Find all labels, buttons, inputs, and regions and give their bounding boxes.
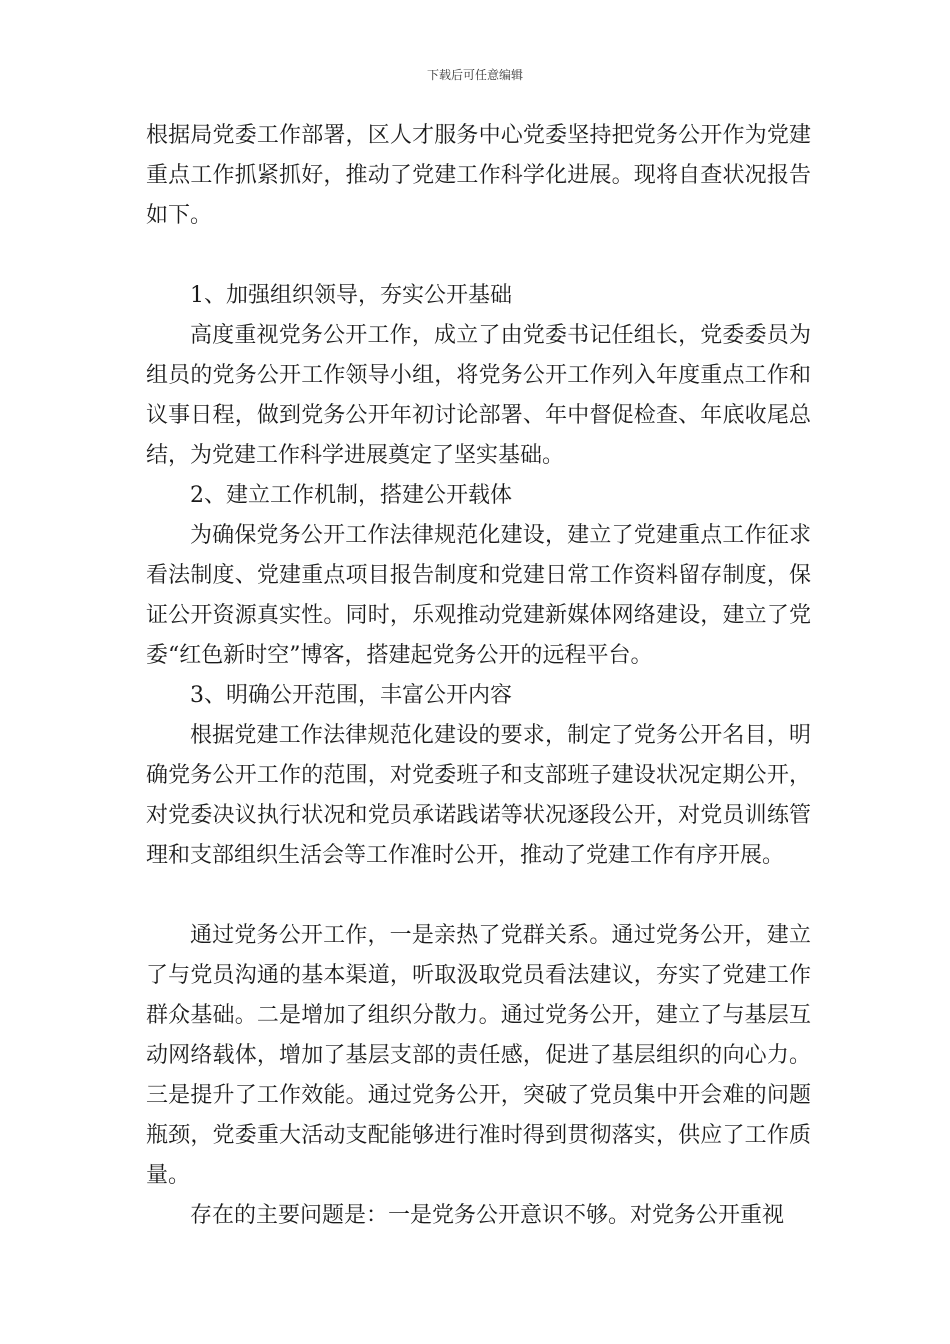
section-paragraph-3: 根据党建工作法律规范化建设的要求，制定了党务公开名目，明确党务公开工作的范围，对党委班子和支部班子建设状况定期公开，对党委决议执行状况和党员承诺践诺等状况逐段公开，对党员训练管理和支部组织生活会等工作准时公开，推动了党建工作有序开展。 (146, 723, 811, 868)
section-heading-1: 1、加强组织领导，夯实公开基础 (190, 283, 512, 308)
document-body (146, 116, 811, 1236)
blank-line (146, 236, 811, 276)
blank-line (146, 876, 811, 916)
header-note: 下载后可任意编辑 (426, 68, 523, 82)
results-paragraph: 通过党务公开工作，一是亲热了党群关系。通过党务公开，建立了与党员沟通的基本渠道，听取汲取党员看法建议，夯实了党建工作群众基础。二是增加了组织分散力。通过党务公开，建立了与基层互动网络载体，增加了基层支部的责任感，促进了基层组织的向心力。三是提升了工作效能。通过党务公开，突破了党员集中开会难的问题瓶颈，党委重大活动支配能够进行准时得到贯彻落实，供应了工作质量。 (146, 923, 811, 1188)
section-paragraph-2: 为确保党务公开工作法律规范化建设，建立了党建重点工作征求看法制度、党建重点项目报告制度和党建日常工作资料留存制度，保证公开资源真实性。同时，乐观推动党建新媒体网络建设，建立了党委“红色新时空”博客，搭建起党务公开的远程平台。 (146, 523, 811, 668)
section-heading-3: 3、明确公开范围，丰富公开内容 (190, 683, 512, 708)
section-paragraph-1: 高度重视党务公开工作，成立了由党委书记任组长，党委委员为组员的党务公开工作领导小组，将党务公开工作列入年度重点工作和议事日程，做到党务公开年初讨论部署、年中督促检查、年底收尾总结，为党建工作科学进展奠定了坚实基础。 (146, 323, 811, 468)
problems-paragraph: 存在的主要问题是：一是党务公开意识不够。对党务公开重视 (190, 1203, 785, 1228)
intro-paragraph: 根据局党委工作部署，区人才服务中心党委坚持把党务公开作为党建重点工作抓紧抓好，推动了党建工作科学化进展。现将自查状况报告如下。 (146, 123, 811, 228)
section-heading-2: 2、建立工作机制，搭建公开载体 (190, 483, 512, 508)
